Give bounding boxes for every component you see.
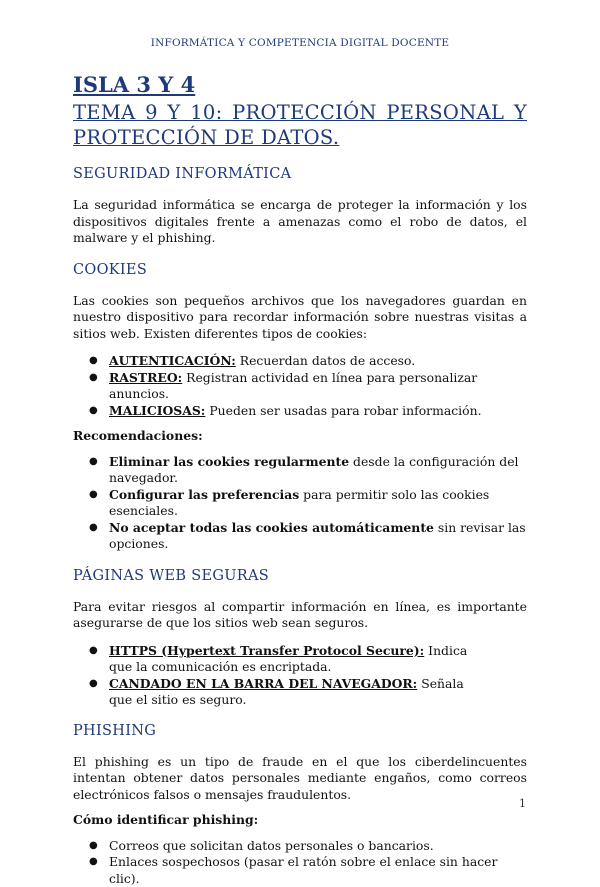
bullet-dot-icon: ● <box>89 353 98 370</box>
paragraph-phishing: El phishing es un tipo de fraude en el que los ciberdelincuentes intentan obtener datos personales mediante engaños, como correos electrónicos falsos o mensajes fraudulentos. <box>73 754 527 804</box>
list-item <box>73 487 527 520</box>
section-heading-seguridad: SEGURIDAD INFORMÁTICA <box>73 164 527 184</box>
recommendation-strong: Eliminar las cookies regularmente <box>109 454 349 469</box>
paragraph-paginas: Para evitar riesgos al compartir información en línea, es importante asegurarse de que los sitios web sean seguros. <box>73 599 527 632</box>
secure-item-term: HTTPS (Hypertext Transfer Protocol Secure): <box>109 643 424 658</box>
recommendation-strong: No aceptar todas las cookies automáticamente <box>109 520 434 535</box>
identify-item-text: Correos que solicitan datos personales o bancarios. <box>109 838 434 853</box>
cookie-type-desc: Registran actividad en línea para personalizar anuncios. <box>109 370 477 402</box>
cookie-type-term: AUTENTICACIÓN: <box>109 353 236 368</box>
list-item <box>73 643 473 676</box>
page-content <box>73 72 527 887</box>
running-header: INFORMÁTICA Y COMPETENCIA DIGITAL DOCENTE <box>0 37 600 49</box>
paragraph-seguridad: La seguridad informática se encarga de proteger la información y los dispositivos digitales frente a amenazas como el robo de datos, el malware y el phishing. <box>73 197 527 247</box>
bullet-dot-icon: ● <box>89 838 98 855</box>
secure-item-desc: Señala que el sitio es seguro. <box>109 676 464 708</box>
bullet-dot-icon: ● <box>89 454 98 471</box>
list-item <box>73 370 527 403</box>
identify-item-text: Enlaces sospechosos (pasar el ratón sobre el enlace sin hacer clic). <box>109 854 497 886</box>
secure-item-desc: Indica que la comunicación es encriptada. <box>109 643 467 675</box>
list-item <box>73 854 527 887</box>
secure-pages-list <box>73 643 473 709</box>
identify-title: Cómo identificar phishing: <box>73 812 527 829</box>
secure-item-term: CANDADO EN LA BARRA DEL NAVEGADOR: <box>109 676 417 691</box>
paragraph-cookies: Las cookies son pequeños archivos que los navegadores guardan en nuestro dispositivo para recordar información sobre nuestras visitas a sitios web. Existen diferentes tipos de cookies: <box>73 293 527 343</box>
isla-title: ISLA 3 Y 4 <box>73 72 527 98</box>
section-heading-paginas: PÁGINAS WEB SEGURAS <box>73 566 527 586</box>
cookie-type-term: RASTREO: <box>109 370 182 385</box>
list-item <box>73 353 527 370</box>
recommendation-rest: desde la configuración del navegador. <box>109 454 519 486</box>
recommendation-rest: sin revisar las opciones. <box>109 520 526 552</box>
recommendation-strong: Configurar las preferencias <box>109 487 299 502</box>
bullet-dot-icon: ● <box>89 520 98 537</box>
section-heading-cookies: COOKIES <box>73 260 527 280</box>
recommendations-list <box>73 454 527 553</box>
bullet-dot-icon: ● <box>89 487 98 504</box>
section-heading-phishing: PHISHING <box>73 721 527 741</box>
bullet-dot-icon: ● <box>89 370 98 387</box>
page-number: 1 <box>519 797 526 810</box>
list-item <box>73 520 527 553</box>
recommendation-rest: para permitir solo las cookies esenciales. <box>109 487 489 519</box>
list-item <box>73 838 527 855</box>
cookie-type-term: MALICIOSAS: <box>109 403 205 418</box>
bullet-dot-icon: ● <box>89 403 98 420</box>
list-item <box>73 403 527 420</box>
identify-list <box>73 838 527 887</box>
bullet-dot-icon: ● <box>89 643 98 660</box>
bullet-dot-icon: ● <box>89 676 98 693</box>
bullet-dot-icon: ● <box>89 854 98 871</box>
list-item <box>73 454 527 487</box>
list-item <box>73 676 473 709</box>
cookie-type-desc: Pueden ser usadas para robar información. <box>205 403 481 418</box>
cookie-types-list <box>73 353 527 419</box>
cookie-type-desc: Recuerdan datos de acceso. <box>236 353 415 368</box>
tema-title: TEMA 9 Y 10: PROTECCIÓN PERSONAL Y PROTECCIÓN DE DATOS. <box>73 100 527 150</box>
recommendations-title: Recomendaciones: <box>73 428 527 445</box>
